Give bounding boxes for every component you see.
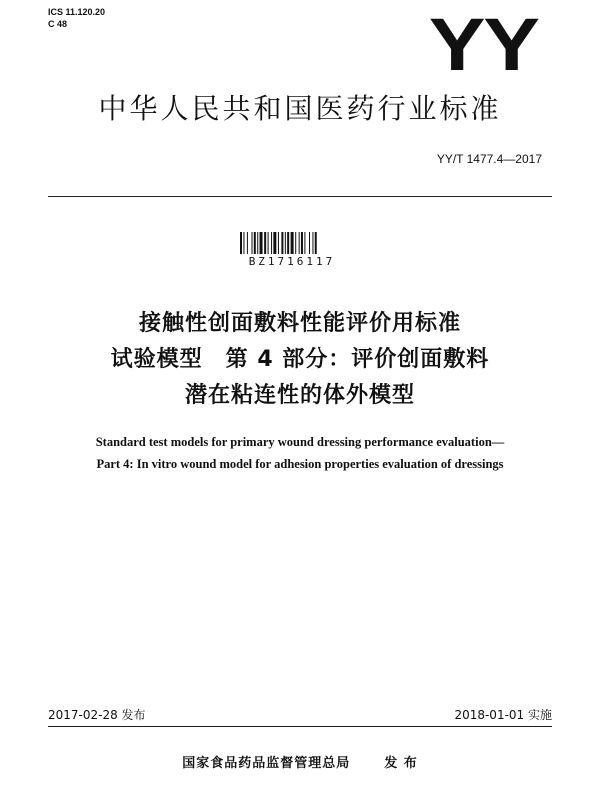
barcode-bar bbox=[295, 232, 296, 254]
issue-date: 2017-02-28 发布 bbox=[48, 708, 146, 722]
ics-classification bbox=[48, 6, 105, 30]
barcode-bar bbox=[301, 232, 303, 254]
barcode-bar bbox=[315, 232, 317, 254]
title-en-line-2: Part 4: In vitro wound model for adhesion properties evaluation of dressings bbox=[96, 457, 504, 471]
barcode-bar bbox=[271, 232, 272, 254]
ccs-code: C 48 bbox=[48, 19, 68, 29]
barcode-bar bbox=[281, 232, 283, 254]
standard-number: YY/T 1477.4—2017 bbox=[436, 152, 542, 166]
title-cn-line-1: 接触性创面敷料性能评价用标准 bbox=[138, 311, 461, 336]
barcode-bar bbox=[240, 232, 242, 254]
barcode-bar bbox=[264, 232, 266, 254]
publisher-line bbox=[0, 756, 600, 772]
barcode-bar bbox=[312, 232, 313, 254]
barcode-bar bbox=[278, 232, 279, 254]
barcode-bar bbox=[252, 232, 253, 254]
barcode-image bbox=[240, 232, 344, 254]
barcode-bar bbox=[260, 232, 263, 254]
barcode-bar bbox=[254, 232, 256, 254]
title-cn-line-2: 试验模型 第 4 部分：评价创面敷料 bbox=[110, 347, 490, 372]
barcode-bar bbox=[291, 232, 294, 254]
barcode-bar bbox=[309, 232, 310, 254]
barcode-bar bbox=[287, 232, 289, 254]
implementation-date: 2018-01-01 实施 bbox=[454, 708, 552, 722]
ics-code: ICS 11.120.20 bbox=[48, 7, 106, 17]
barcode-bar bbox=[273, 232, 276, 254]
barcode-bar bbox=[304, 232, 305, 254]
bottom-divider bbox=[48, 726, 552, 727]
barcode-bar bbox=[299, 232, 300, 254]
publisher-name: 国家食品药品监督管理总局 bbox=[182, 756, 351, 771]
barcode-bar bbox=[268, 232, 269, 254]
barcode-number: BZ1716117 bbox=[248, 255, 336, 268]
barcode-bar bbox=[257, 232, 258, 254]
barcode-bar bbox=[243, 232, 244, 254]
publish-action: 发 布 bbox=[384, 756, 418, 771]
barcode-bar bbox=[247, 232, 248, 254]
title-en-line-1: Standard test models for primary wound dressing performance evaluation— bbox=[95, 435, 505, 449]
standard-category-title: 中华人民共和国医药行业标准 bbox=[98, 92, 502, 125]
barcode-bar bbox=[285, 232, 286, 254]
title-cn-line-3: 潜在粘连性的体外模型 bbox=[184, 383, 415, 408]
top-divider bbox=[48, 196, 552, 197]
yy-logo: YY bbox=[429, 3, 538, 86]
